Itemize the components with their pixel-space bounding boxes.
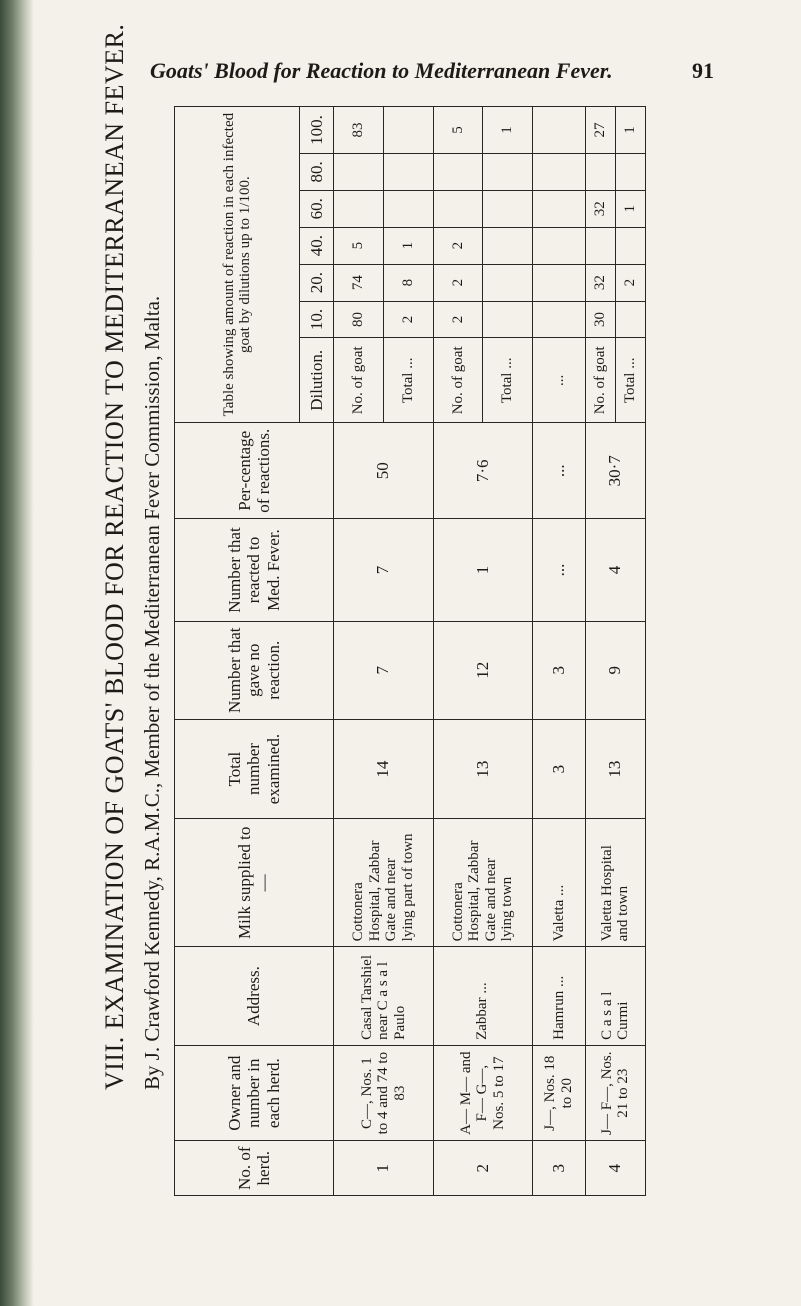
goat-value [433,190,483,227]
goat-value [383,153,433,190]
address-cell: Hamrun ... [532,947,585,1046]
goat-value: 30 [585,301,615,338]
col-dilution: Dilution. [300,338,334,423]
total-value [483,227,533,264]
address-cell: C a s a l Curmi [585,947,645,1046]
milk-cell: Cottonera Hospital, Zabbar Gate and near lying part of town [334,819,433,947]
no-reaction-cell: 7 [334,621,433,719]
goat-value: 74 [334,264,384,301]
goat-value: 27 [585,107,615,154]
total-label: Total ... [483,338,533,423]
total-value [615,153,645,190]
herd-number: 1 [334,1141,433,1196]
col-percentage: Per-centage of reactions. [175,423,334,519]
address-cell: Zabbar ... [433,947,532,1046]
total-cell: 13 [585,719,645,818]
book-binding-edge [0,0,34,1306]
owner-cell: J— F—, Nos. 21 to 23 [585,1045,645,1141]
total-value [483,190,533,227]
address-cell: Casal Tarshiel near C a s a l Paulo [334,947,433,1046]
goat-value: 5 [433,107,483,154]
reacted-cell: 7 [334,519,433,621]
reacted-cell: 1 [433,519,532,621]
total-value [483,264,533,301]
total-cell: 13 [433,719,532,818]
page-number: 91 [692,58,714,83]
total-label: ... [532,338,585,423]
section-title: VIII. EXAMINATION OF GOATS' BLOOD FOR REACTION TO MEDITERRANEAN FEVER. [100,23,129,1090]
col-dil-20: 20. [300,264,334,301]
goat-value: 5 [334,227,384,264]
col-dil-80: 80. [300,153,334,190]
col-dil-10: 10. [300,301,334,338]
reacted-cell: 4 [585,519,645,621]
goat-value: 2 [383,301,433,338]
running-title: Goats' Blood for Reaction to Mediterranean Fever. [150,58,613,83]
col-dil-100: 100. [300,107,334,154]
col-total: Total number examined. [175,719,334,818]
herd-number: 3 [532,1141,585,1196]
goat-value [334,153,384,190]
col-reacted: Number that reacted to Med. Fever. [175,519,334,621]
col-dil-60: 60. [300,190,334,227]
goat-value: 32 [585,264,615,301]
table-row [433,107,483,1196]
milk-cell: Valetta Hospital and town [585,819,645,947]
goat-label: No. of goat [585,338,615,423]
total-label: Total ... [383,338,433,423]
goat-value [585,227,615,264]
goat-label: No. of goat [334,338,384,423]
goat-value: 32 [585,190,615,227]
owner-cell: A— M— and F— G—, Nos. 5 to 17 [433,1045,532,1141]
table-row [532,107,585,1196]
total-cell: 14 [334,719,433,818]
total-cell: 3 [532,719,585,818]
dilution-group-title: Table showing amount of reaction in each infected goat by dilutions up to 1/100. [175,107,300,423]
percentage-cell: 30·7 [585,423,645,519]
owner-cell: J—, Nos. 18 to 20 [532,1045,585,1141]
total-value: 1 [615,107,645,154]
goat-value: 2 [433,301,483,338]
goat-value: 2 [433,264,483,301]
no-reaction-cell: 9 [585,621,645,719]
goat-value: 80 [334,301,384,338]
goat-value: 2 [433,227,483,264]
total-value: 1 [615,190,645,227]
percentage-cell: 7·6 [433,423,532,519]
total-value: 1 [483,107,533,154]
col-herd: No. of herd. [175,1141,334,1196]
goat-value [585,153,615,190]
col-milk: Milk supplied to— [175,819,334,947]
milk-cell: Valetta ... [532,819,585,947]
no-reaction-cell: 12 [433,621,532,719]
herd-number: 2 [433,1141,532,1196]
col-owner: Owner and number in each herd. [175,1045,334,1141]
col-no-reaction: Number that gave no reaction. [175,621,334,719]
rotated-table [174,106,646,1196]
col-dil-40: 40. [300,227,334,264]
table-row [334,107,384,1196]
goat-value [383,190,433,227]
goat-value: 83 [334,107,384,154]
reaction-table [174,106,646,1196]
table-row [585,107,615,1196]
goat-value: 1 [383,227,433,264]
goat-value [433,153,483,190]
total-value [483,153,533,190]
percentage-cell: 50 [334,423,433,519]
percentage-cell: ... [532,423,585,519]
total-label: Total ... [615,338,645,423]
milk-cell: Cottonera Hospital, Zabbar Gate and near lying town [433,819,532,947]
author-byline: By J. Crawford Kennedy, R.A.M.C., Member of the Mediterranean Fever Commission, Malta. [140,295,164,1090]
total-value [615,227,645,264]
running-header [150,58,714,84]
no-reaction-cell: 3 [532,621,585,719]
total-value: 2 [615,264,645,301]
total-value [483,301,533,338]
goat-value: 8 [383,264,433,301]
owner-cell: C—, Nos. 1 to 4 and 74 to 83 [334,1045,433,1141]
goat-value [334,190,384,227]
goat-label: No. of goat [433,338,483,423]
goat-value [383,107,433,154]
herd-number: 4 [585,1141,645,1196]
reacted-cell: ... [532,519,585,621]
col-address: Address. [175,947,334,1046]
total-value [615,301,645,338]
